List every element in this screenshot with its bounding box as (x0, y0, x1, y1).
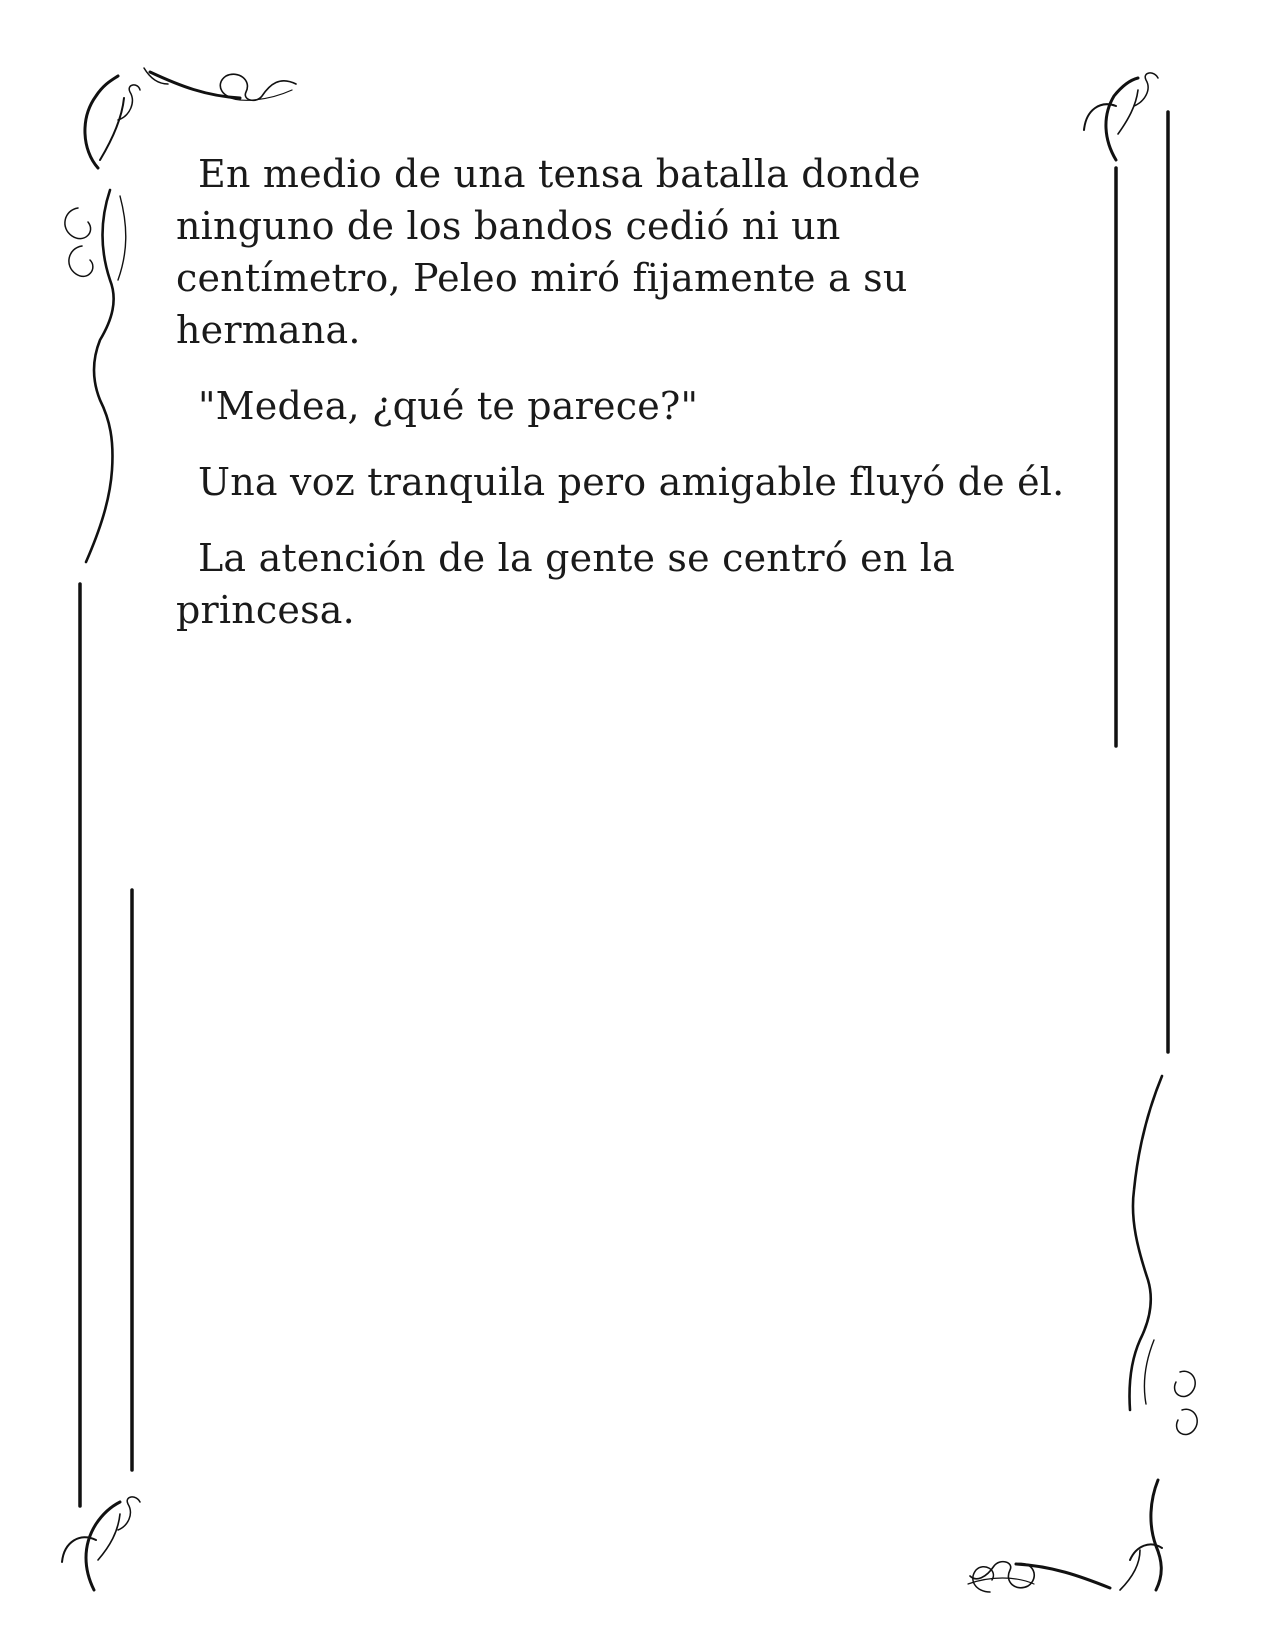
paragraph: En medio de una tensa batalla donde ninguno de los bandos cedió ni un centímetro, Peleo miró fijamente a su hermana. (176, 152, 921, 352)
top-right-flourish-ornament (1084, 73, 1158, 160)
bottom-right-flourish-ornament (968, 1076, 1197, 1592)
paragraph: Una voz tranquila pero amigable fluyó de él. (198, 460, 1065, 504)
paragraph: "Medea, ¿qué te parece?" (198, 384, 699, 428)
bottom-left-flourish-ornament (62, 1497, 140, 1590)
paragraph: La atención de la gente se centró en la princesa. (176, 536, 955, 632)
story-text (176, 148, 1076, 660)
